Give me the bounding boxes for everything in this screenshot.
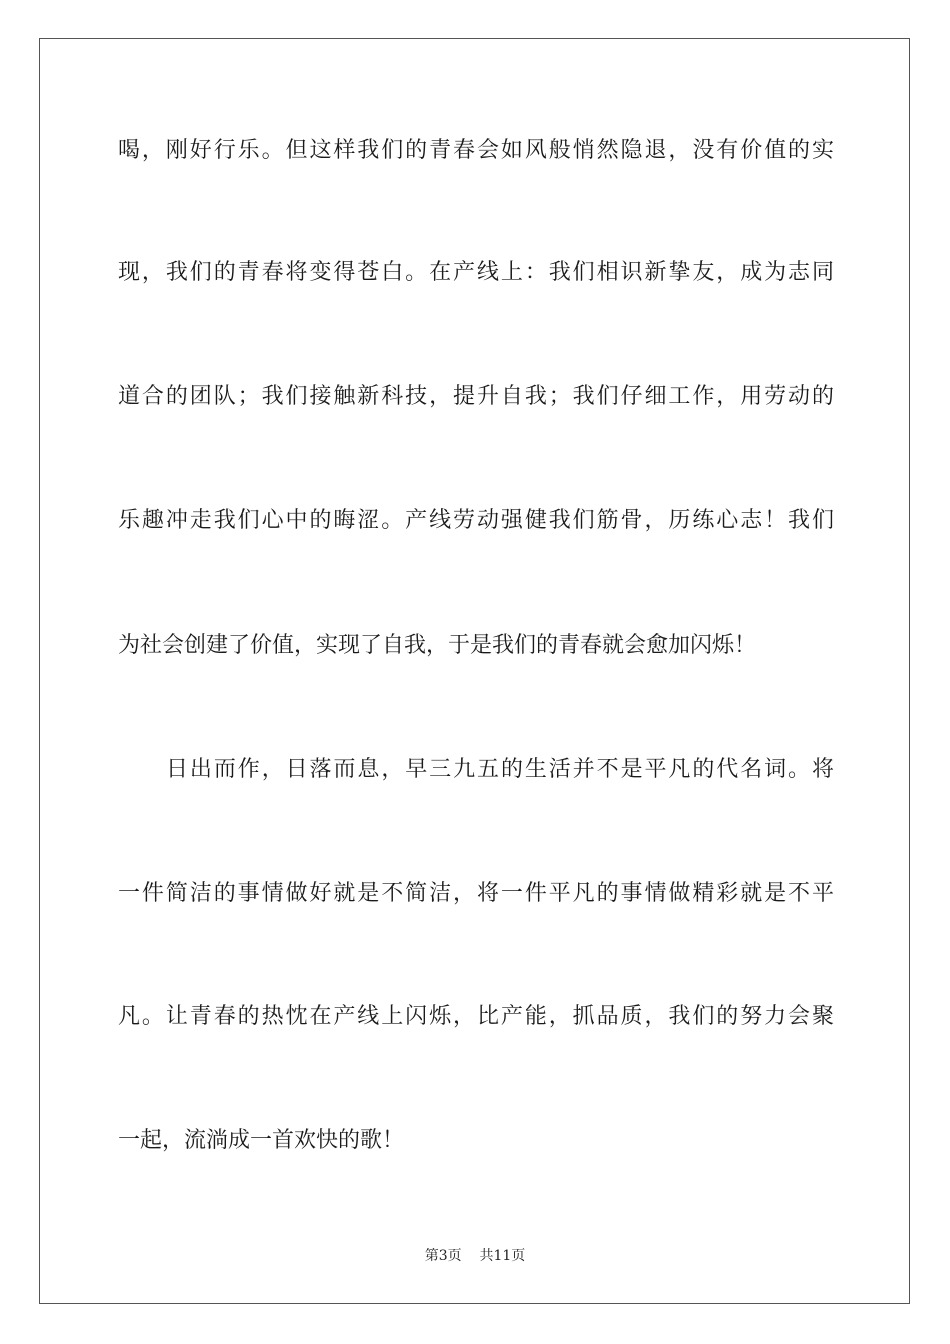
text-line: 凡。让青春的热忱在产线上闪烁，比产能，抓品质，我们的努力会聚 — [118, 1004, 834, 1029]
text-line: 道合的团队；我们接触新科技，提升自我；我们仔细工作，用劳动的 — [118, 384, 834, 409]
page-border — [39, 38, 910, 1304]
text-line: 喝，刚好行乐。但这样我们的青春会如风般悄然隐退，没有价值的实 — [118, 138, 834, 163]
text-line: 日出而作，日落而息，早三九五的生活并不是平凡的代名词。将 — [166, 757, 834, 782]
page-number: 第3页 — [424, 1248, 462, 1264]
text-line: 现，我们的青春将变得苍白。在产线上：我们相识新挚友，成为志同 — [118, 260, 834, 285]
text-line: 一件简洁的事情做好就是不简洁，将一件平凡的事情做精彩就是不平 — [118, 881, 834, 906]
text-line: 为社会创建了价值，实现了自我，于是我们的青春就会愈加闪烁！ — [118, 633, 757, 658]
page-total: 共11页 — [479, 1248, 526, 1264]
page-footer — [0, 1246, 950, 1266]
text-line: 一起，流淌成一首欢快的歌！ — [118, 1128, 405, 1153]
text-line: 乐趣冲走我们心中的晦涩。产线劳动强健我们筋骨，历练心志！我们 — [118, 508, 834, 533]
